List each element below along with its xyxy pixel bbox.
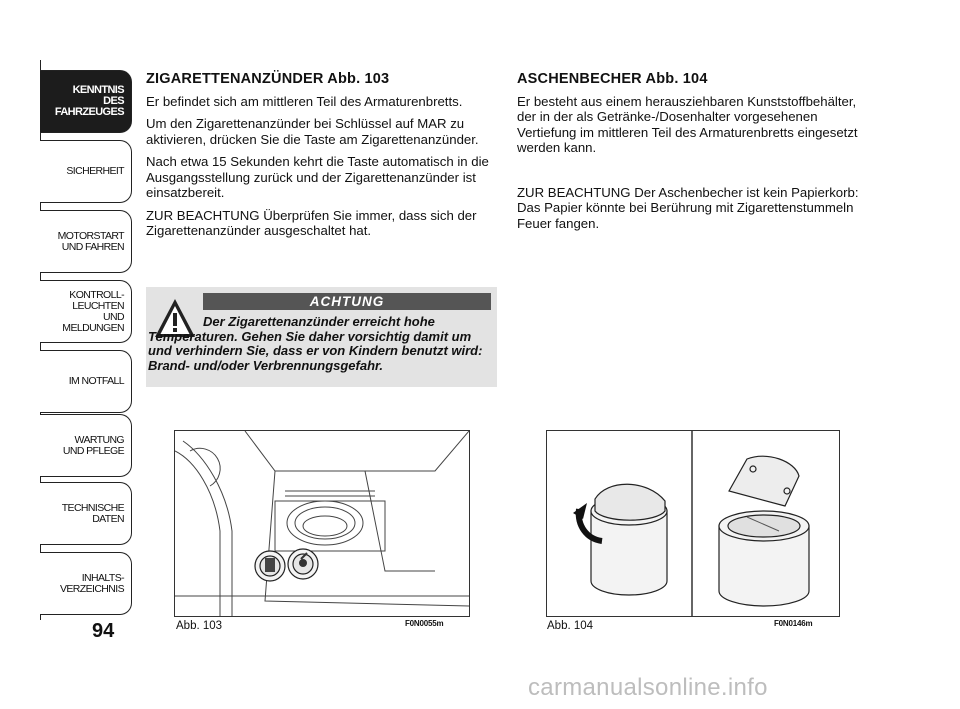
ashtray-illustration	[547, 431, 839, 616]
section-title: ASCHENBECHER Abb. 104	[517, 71, 708, 87]
watermark: carmanualsonline.info	[528, 674, 768, 701]
page-number: 94	[92, 620, 115, 642]
paragraph: Nach etwa 15 Sekunden kehrt die Taste automatisch in die Ausgangsstellung zurück und der Zigarettenanzünder ist einsatzbereit.	[146, 154, 489, 200]
figure-caption: Abb. 103	[176, 620, 223, 632]
paragraph: Er befindet sich am mittleren Teil des Armaturenbretts.	[146, 93, 463, 109]
sidebar-item-sicherheit[interactable]	[40, 140, 132, 203]
sidebar-item-inhaltsverzeichnis[interactable]	[40, 552, 132, 615]
sidebar-item-label: WARTUNG UND PFLEGE	[62, 433, 124, 457]
cigarette-lighter-illustration	[175, 431, 469, 616]
section-title: ZIGARETTENANZÜNDER Abb. 103	[146, 71, 390, 87]
paragraph: ZUR BEACHTUNG Überprüfen Sie immer, dass sich der Zigarettenanzünder ausgeschaltet hat.	[146, 207, 477, 238]
figure-cigarette-lighter	[174, 430, 470, 617]
paragraph: Er besteht aus einem herausziehbaren Kunststoffbehälter, der in der als Getränke-/Dosenhalter vorgesehenen Vertiefung im mittleren Teil des Armaturenbretts eingesetzt werden kann.	[517, 93, 858, 155]
section-zigarettenanzuender	[146, 72, 496, 246]
figure-ashtray	[546, 430, 840, 617]
sidebar-item-label: TECHNISCHE DATEN	[61, 501, 124, 525]
figure-code: F0N0055m	[405, 619, 444, 628]
sidebar-item-notfall[interactable]	[40, 350, 132, 413]
warning-heading: ACHTUNG	[203, 293, 491, 310]
figure-code: F0N0146m	[774, 619, 813, 628]
sidebar-item-label: IM NOTFALL	[68, 375, 124, 387]
figure-caption: Abb. 104	[547, 620, 594, 632]
paragraph: ZUR BEACHTUNG Der Aschenbecher ist kein Papierkorb: Das Papier könnte bei Berührung mit Zigarettenstummeln Feuer fangen.	[517, 184, 859, 231]
sidebar-item-kontrollleuchten[interactable]	[40, 280, 132, 343]
paragraph: Um den Zigarettenanzünder bei Schlüssel auf MAR zu aktivieren, drücken Sie die Taste am Zigarettenanzünder.	[146, 116, 479, 147]
sidebar-item-wartung[interactable]	[40, 414, 132, 477]
sidebar-item-label: INHALTS- VERZEICHNIS	[60, 571, 124, 595]
sidebar-item-technische-daten[interactable]	[40, 482, 132, 545]
section-aschenbecher	[517, 72, 867, 238]
sidebar-item-label: KENNTNIS DES FAHRZEUGES	[54, 84, 124, 118]
sidebar-item-motorstart[interactable]	[40, 210, 132, 273]
sidebar-item-label: SICHERHEIT	[66, 165, 124, 177]
warning-box	[146, 287, 497, 387]
sidebar-item-kenntnis[interactable]	[40, 70, 132, 133]
warning-text: Der Zigarettenanzünder erreicht hohe Temperaturen. Gehen Sie daher vorsichtig damit um und verhindern Sie, dass er von Kindern benutzt wird: Brand- und/oder Verbrennungsgefahr.	[148, 314, 483, 373]
sidebar-item-label: MOTORSTART UND FAHREN	[57, 229, 124, 253]
sidebar-item-label: KONTROLL- LEUCHTEN UND MELDUNGEN	[62, 288, 124, 334]
